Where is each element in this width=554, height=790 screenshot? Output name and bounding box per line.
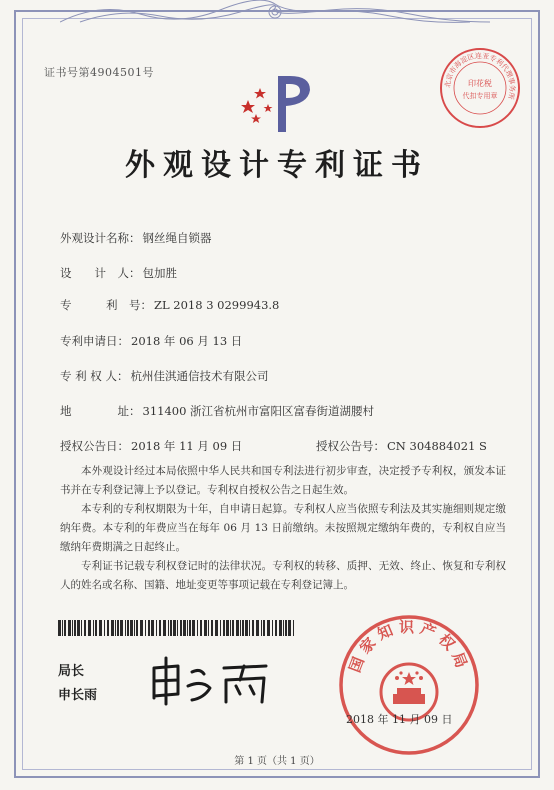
filing-date-value: 2018 年 06 月 13 日 xyxy=(131,334,243,348)
tax-stamp-ring-text: 北京市海淀区连亚专利代理事务所 xyxy=(443,51,517,101)
address-value: 311400 浙江省杭州市富阳区富春街道湖腰村 xyxy=(142,404,375,418)
design-name-value: 钢丝绳自锁器 xyxy=(142,231,212,245)
barcode-bar xyxy=(151,620,154,636)
svg-text:国家知识产权局 xyxy=(346,618,473,675)
grant-date-value: 2018 年 11 月 09 日 xyxy=(131,439,243,453)
barcode-bar xyxy=(74,620,76,636)
barcode-bar xyxy=(192,620,195,636)
barcode-bar xyxy=(159,620,161,636)
grant-date-label: 授权公告日： xyxy=(60,439,129,453)
filing-date-label: 专利申请日： xyxy=(60,334,129,348)
barcode-bar xyxy=(156,620,157,636)
designer-label: 设 计 人： xyxy=(60,266,141,280)
design-name-field xyxy=(60,230,212,246)
barcode-bar xyxy=(220,620,221,636)
barcode-bar xyxy=(208,620,209,636)
barcode-bar xyxy=(140,620,143,636)
barcode-bar xyxy=(163,620,166,636)
barcode-bar xyxy=(170,620,172,636)
barcode-bar xyxy=(236,620,239,636)
director-name: 申长雨 xyxy=(58,688,98,703)
barcode-bar xyxy=(249,620,250,636)
barcode-bar xyxy=(104,620,105,636)
barcode-bar xyxy=(267,620,270,636)
barcode-bar xyxy=(88,620,91,636)
handwritten-signature xyxy=(148,650,278,710)
barcode-bar xyxy=(293,620,294,636)
barcode-bar xyxy=(283,620,284,636)
barcode-bar xyxy=(99,620,102,636)
barcode-bar xyxy=(130,620,133,636)
barcode-bar xyxy=(242,620,244,636)
barcode-bar xyxy=(245,620,248,636)
tax-stamp-line-2: 代扣专用章 xyxy=(462,92,498,100)
barcode-bar xyxy=(168,620,169,636)
barcode-bar xyxy=(111,620,114,636)
barcode-bar xyxy=(117,620,119,636)
barcode-bar xyxy=(240,620,241,636)
barcode-bar xyxy=(180,620,182,636)
barcode-bar xyxy=(215,620,218,636)
barcode-bar xyxy=(95,620,97,636)
official-seal xyxy=(338,614,480,756)
barcode-bar xyxy=(77,620,80,636)
barcode-bar xyxy=(107,620,109,636)
director-title: 局长 xyxy=(58,664,85,679)
barcode-bar xyxy=(285,620,287,636)
page-number: 第 1 页（共 1 页） xyxy=(234,756,320,767)
designer-value: 包加胜 xyxy=(142,266,177,280)
barcode-bar xyxy=(272,620,273,636)
barcode-bar xyxy=(256,620,259,636)
barcode-bar xyxy=(288,620,291,636)
barcode-bar xyxy=(223,620,225,636)
barcode-bar xyxy=(187,620,188,636)
barcode-bar xyxy=(183,620,186,636)
patentee-value: 杭州佳淇通信技术有限公司 xyxy=(130,369,269,383)
barcode-bar xyxy=(226,620,229,636)
designer-field xyxy=(60,265,177,281)
grant-number-value: CN 304884021 S xyxy=(387,439,487,453)
grant-number-field xyxy=(316,438,487,454)
barcode-bar xyxy=(125,620,126,636)
patentee-label: 专 利 权 人： xyxy=(60,369,129,383)
patent-office-logo xyxy=(238,70,320,136)
barcode-bar xyxy=(275,620,277,636)
seal-ring-text: 国家知识产权局 xyxy=(345,618,473,675)
patent-number-field xyxy=(60,297,279,313)
patent-number-label: 专 利 号： xyxy=(60,298,152,312)
tax-stamp xyxy=(438,46,522,130)
barcode-bar xyxy=(58,620,61,636)
barcode-bar xyxy=(261,620,262,636)
grant-date-field xyxy=(60,438,242,454)
barcode-bar xyxy=(72,620,73,636)
paragraph-legal-status: 专利证书记载专利权登记时的法律状况。专利权的转移、质押、无效、终止、恢复和专利权人的姓名或名称、国籍、地址变更等事项记载在专利登记簿上。 xyxy=(60,560,506,591)
barcode-bar xyxy=(145,620,146,636)
address-label: 地 址： xyxy=(60,404,141,418)
barcode-bar xyxy=(211,620,213,636)
barcode-bar xyxy=(84,620,86,636)
barcode-bar xyxy=(127,620,129,636)
barcode-bar xyxy=(230,620,231,636)
barcode-bar xyxy=(81,620,82,636)
barcode-bar xyxy=(64,620,66,636)
barcode-bar xyxy=(62,620,63,636)
tax-stamp-line-1: 印花税 xyxy=(468,79,492,88)
barcode-bar xyxy=(68,620,71,636)
paragraph-term: 本专利的专利权期限为十年，自申请日起算。专利权人应当依照专利法及其实施细则规定缴纳年费。本专利的年费应当在每年 06 月 13 日前缴纳。未按照规定缴纳年费的，专利权自应当缴纳年费期满之日起终止。 xyxy=(60,503,506,553)
design-name-label: 外观设计名称： xyxy=(60,231,141,245)
grant-number-label: 授权公告号： xyxy=(316,439,385,453)
barcode-bar xyxy=(115,620,116,636)
barcode-bar xyxy=(173,620,176,636)
top-border-ornament xyxy=(60,0,490,26)
barcode-bar xyxy=(279,620,282,636)
barcode-bar xyxy=(189,620,191,636)
certificate-number: 证书号第4904501号 xyxy=(44,66,154,79)
barcode-bar xyxy=(148,620,150,636)
barcode-bar xyxy=(93,620,94,636)
certificate-title: 外观设计专利证书 xyxy=(125,148,429,183)
paragraph-grant: 本外观设计经过本局依照中华人民共和国专利法进行初步审查，决定授予专利权，颁发本证书并在专利登记簿上予以登记。专利权自授权公告之日起生效。 xyxy=(60,465,506,496)
seal-date: 2018 年 11 月 09 日 xyxy=(346,713,453,726)
filing-date-field xyxy=(60,333,242,349)
barcode-bar xyxy=(200,620,202,636)
barcode-bar xyxy=(177,620,178,636)
barcode-bar xyxy=(136,620,138,636)
patentee-field xyxy=(60,368,268,384)
barcode-bar xyxy=(232,620,234,636)
barcode-bar xyxy=(197,620,198,636)
barcode-bar xyxy=(120,620,123,636)
barcode-bar xyxy=(252,620,254,636)
patent-number-value: ZL 2018 3 0299943.8 xyxy=(154,298,280,312)
barcode-bar xyxy=(263,620,265,636)
barcode-bar xyxy=(204,620,207,636)
barcode xyxy=(58,620,294,636)
address-field xyxy=(60,403,374,419)
barcode-bar xyxy=(134,620,135,636)
